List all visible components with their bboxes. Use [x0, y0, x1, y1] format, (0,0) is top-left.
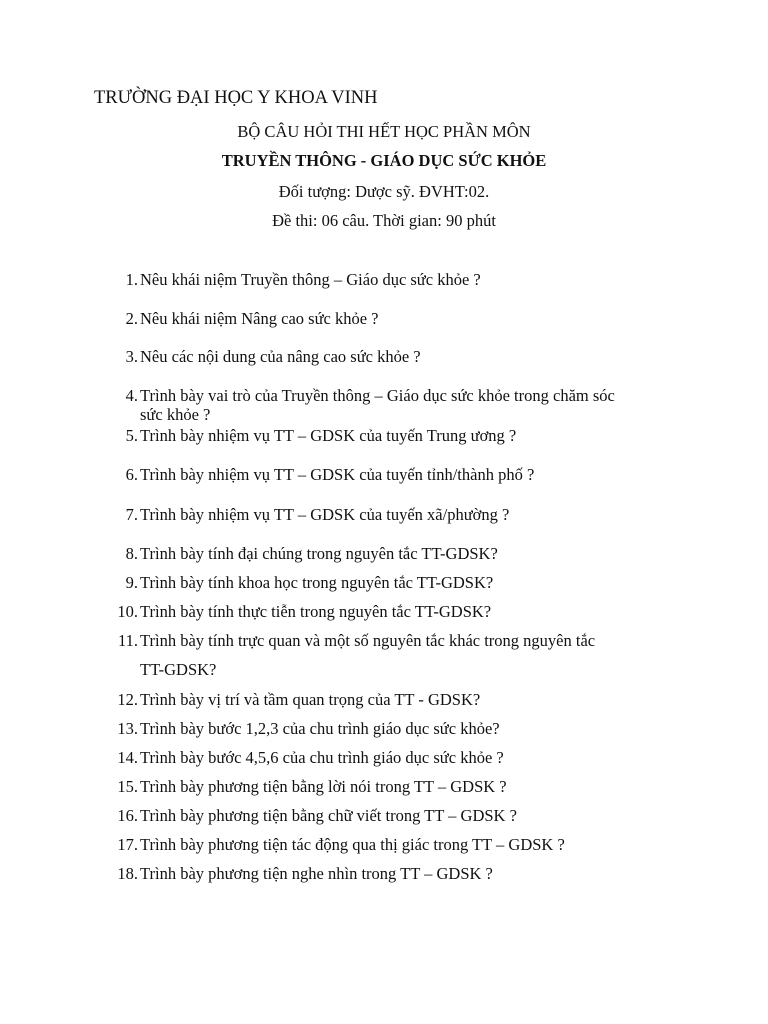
exam-set-title: BỘ CÂU HỎI THI HẾT HỌC PHẦN MÔN	[237, 122, 531, 141]
question-text: Nêu các nội dung của nâng cao sức khỏe ?	[140, 347, 421, 366]
question-text: Trình bày bước 1,2,3 của chu trình giáo dục sức khỏe?	[140, 719, 500, 738]
course-title: TRUYỀN THÔNG - GIÁO DỤC SỨC KHỎE	[221, 151, 547, 170]
question-text: Trình bày tính khoa học trong nguyên tắc TT-GDSK?	[140, 573, 494, 592]
question-text: Trình bày nhiệm vụ TT – GDSK của tuyến xã/phường ?	[140, 505, 510, 524]
question-number: 11.	[117, 631, 138, 650]
question-text: Trình bày phương tiện bằng chữ viết trong TT – GDSK ?	[140, 806, 517, 825]
question-text: Trình bày bước 4,5,6 của chu trình giáo dục sức khỏe ?	[140, 748, 504, 767]
question-text: Trình bày phương tiện tác động qua thị giác trong TT – GDSK ?	[140, 835, 565, 854]
question-text: Trình bày phương tiện bằng lời nói trong TT – GDSK ?	[140, 777, 507, 796]
question-text: Trình bày tính đại chúng trong nguyên tắc TT-GDSK?	[140, 544, 498, 563]
question-number: 3.	[125, 347, 138, 366]
school-name: TRƯỜNG ĐẠI HỌC Y KHOA VINH	[94, 88, 378, 108]
question-number: 5.	[125, 426, 138, 445]
question-text: Trình bày vị trí và tầm quan trọng của TT - GDSK?	[140, 690, 481, 709]
question-number: 2.	[125, 309, 138, 328]
question-number: 12.	[117, 690, 138, 709]
question-text-continued: TT-GDSK?	[140, 660, 217, 679]
question-number: 15.	[117, 777, 138, 796]
question-number: 4.	[125, 386, 138, 405]
question-text: Trình bày tính thực tiễn trong nguyên tắc TT-GDSK?	[140, 602, 492, 621]
question-text-continued: sức khỏe ?	[140, 405, 211, 424]
question-text: Trình bày vai trò của Truyền thông – Giáo dục sức khỏe trong chăm sóc	[140, 386, 615, 405]
question-text: Trình bày phương tiện nghe nhìn trong TT – GDSK ?	[140, 864, 493, 883]
question-number: 9.	[125, 573, 138, 592]
question-text: Nêu khái niệm Nâng cao sức khỏe ?	[140, 309, 379, 328]
exam-info-line: Đề thi: 06 câu. Thời gian: 90 phút	[272, 211, 496, 230]
question-number: 17.	[117, 835, 138, 854]
audience-line: Đối tượng: Dược sỹ. ĐVHT:02.	[278, 182, 490, 201]
question-text: Trình bày nhiệm vụ TT – GDSK của tuyến Trung ương ?	[140, 426, 517, 445]
question-text: Nêu khái niệm Truyền thông – Giáo dục sức khỏe ?	[140, 270, 481, 289]
question-number: 13.	[117, 719, 138, 738]
question-number: 16.	[117, 806, 138, 825]
question-number: 14.	[117, 748, 138, 767]
question-number: 7.	[125, 505, 138, 524]
question-text: Trình bày nhiệm vụ TT – GDSK của tuyến tỉnh/thành phố ?	[140, 465, 535, 484]
question-number: 10.	[117, 602, 138, 621]
question-number: 6.	[125, 465, 138, 484]
question-number: 1.	[125, 270, 138, 289]
question-text: Trình bày tính trực quan và một số nguyên tắc khác trong nguyên tắc	[140, 631, 596, 650]
question-number: 18.	[117, 864, 138, 883]
question-number: 8.	[125, 544, 138, 563]
